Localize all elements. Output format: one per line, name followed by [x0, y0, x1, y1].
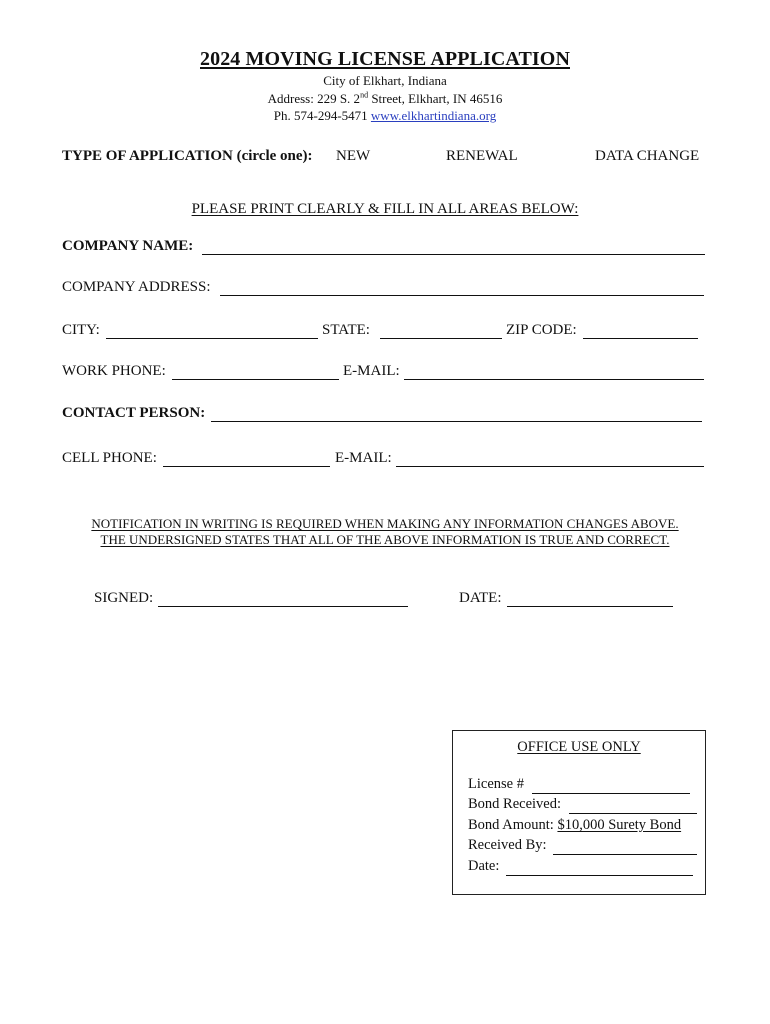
company-name-label: COMPANY NAME:	[62, 238, 194, 254]
work-phone-label: WORK PHONE:	[62, 363, 166, 379]
notice-line-2: THE UNDERSIGNED STATES THAT ALL OF THE ABOVE INFORMATION IS TRUE AND CORRECT.	[100, 532, 670, 547]
phone-line	[0, 107, 770, 124]
zip-label: ZIP CODE:	[506, 322, 577, 338]
bond-amount-value: $10,000 Surety Bond	[557, 817, 682, 833]
bond-received-field[interactable]	[569, 813, 697, 814]
office-date-field[interactable]	[506, 875, 693, 876]
option-renewal[interactable]: RENEWAL	[446, 148, 518, 164]
bond-amount-label: Bond Amount:	[468, 817, 554, 833]
contact-person-field[interactable]	[211, 421, 702, 422]
address-suffix: Street, Elkhart, IN 46516	[368, 91, 503, 106]
city-line: City of Elkhart, Indiana	[323, 73, 447, 88]
office-use-box	[452, 730, 706, 895]
option-data-change[interactable]: DATA CHANGE	[595, 148, 700, 164]
company-address-field[interactable]	[220, 295, 704, 296]
address-ordinal: nd	[360, 90, 369, 100]
received-by-field[interactable]	[553, 854, 697, 855]
instructions: PLEASE PRINT CLEARLY & FILL IN ALL AREAS BELOW:	[191, 201, 579, 217]
date-label: DATE:	[459, 590, 502, 606]
work-email-label: E-MAIL:	[343, 363, 400, 379]
work-phone-field[interactable]	[172, 379, 339, 380]
state-label: STATE:	[322, 322, 370, 338]
state-field[interactable]	[380, 338, 502, 339]
cell-phone-label: CELL PHONE:	[62, 450, 157, 466]
cell-phone-field[interactable]	[163, 466, 330, 467]
website-link[interactable]: www.elkhartindiana.org	[370, 108, 497, 123]
address-prefix: Address: 229 S. 2	[267, 91, 361, 106]
office-date-label: Date:	[468, 858, 500, 874]
bond-amount-row	[468, 817, 681, 834]
notice-line-1: NOTIFICATION IN WRITING IS REQUIRED WHEN MAKING ANY INFORMATION CHANGES ABOVE.	[91, 516, 679, 531]
contact-person-label: CONTACT PERSON:	[62, 405, 206, 421]
signed-label: SIGNED:	[94, 590, 154, 606]
page-title: 2024 MOVING LICENSE APPLICATION	[200, 48, 570, 70]
option-new[interactable]: NEW	[336, 148, 371, 164]
work-email-field[interactable]	[404, 379, 704, 380]
city-label: CITY:	[62, 322, 100, 338]
application-type-label: TYPE OF APPLICATION (circle one):	[62, 148, 313, 164]
address-line	[0, 90, 770, 107]
signature-field[interactable]	[158, 606, 408, 607]
license-number-label: License #	[468, 776, 524, 792]
office-use-title: OFFICE USE ONLY	[517, 739, 641, 755]
city-field[interactable]	[106, 338, 318, 339]
cell-email-field[interactable]	[396, 466, 704, 467]
license-number-field[interactable]	[532, 793, 690, 794]
received-by-label: Received By:	[468, 837, 547, 853]
date-field[interactable]	[507, 606, 673, 607]
company-address-label: COMPANY ADDRESS:	[62, 279, 211, 295]
zip-field[interactable]	[583, 338, 698, 339]
company-name-field[interactable]	[202, 254, 705, 255]
bond-received-label: Bond Received:	[468, 796, 562, 812]
cell-email-label: E-MAIL:	[335, 450, 392, 466]
phone-number: Ph. 574-294-5471	[273, 108, 371, 123]
